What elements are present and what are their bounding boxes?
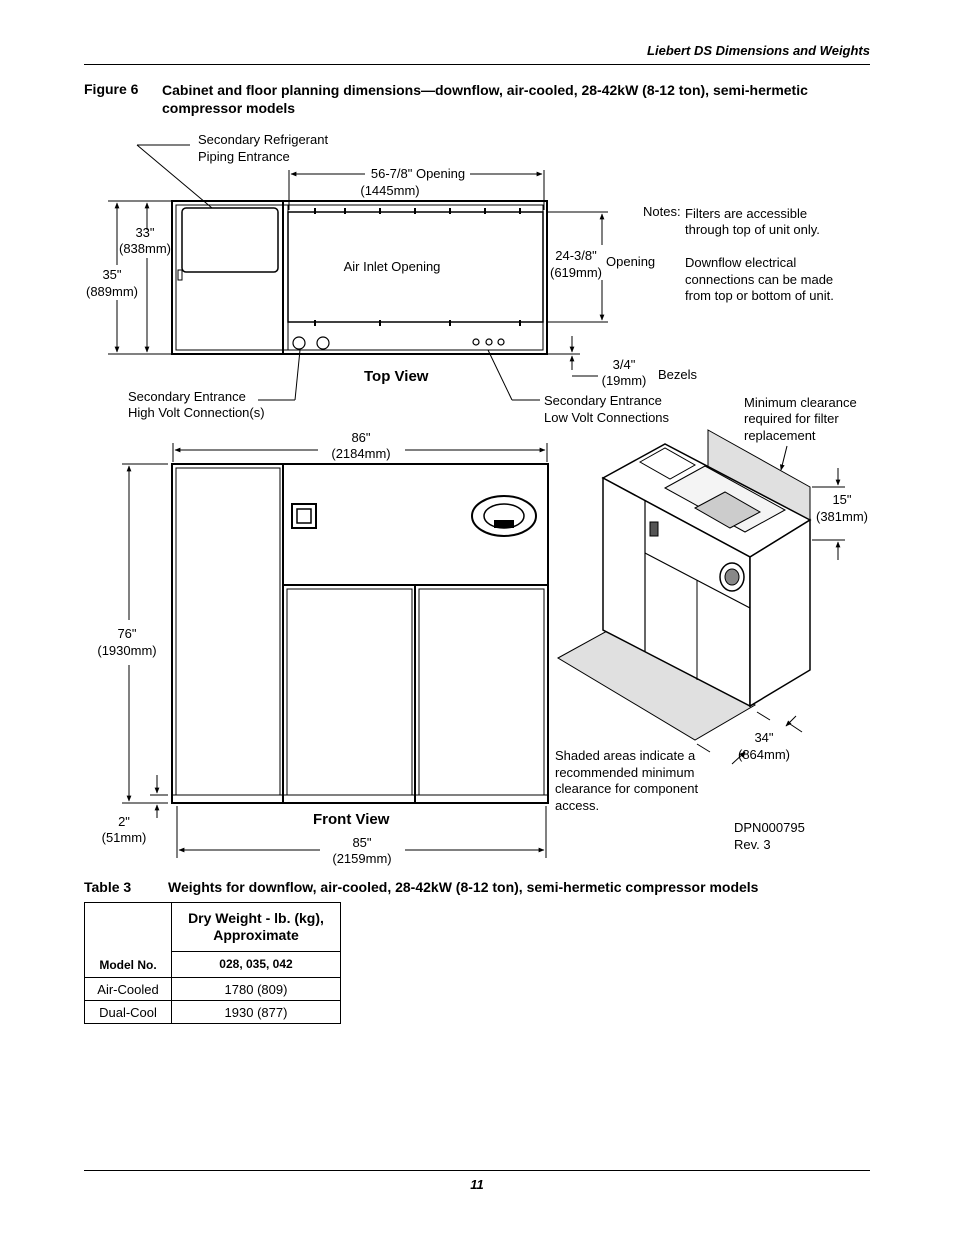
clearance-label-3: replacement (744, 428, 816, 443)
depth-35-mm: (889mm) (85, 284, 139, 299)
note-1-line-1: Filters are accessible (685, 206, 808, 221)
note-2-line-1: Downflow electrical (685, 255, 797, 270)
width-86-mm: (2184mm) (331, 446, 391, 461)
opening-depth-mm: (619mm) (549, 265, 603, 280)
header-weight-line-1: Dry Weight - lb. (kg), (188, 909, 324, 926)
opening-width-label: 56-7/8" Opening (370, 166, 466, 181)
secondary-refrigerant-label-2: Piping Entrance (198, 149, 290, 164)
note-2-line-3: from top or bottom of unit. (685, 288, 834, 303)
figure-label: Figure 6 (84, 81, 139, 97)
base-2-label: 2" (118, 814, 130, 829)
height-76-mm: (1930mm) (97, 643, 157, 658)
table-row (85, 978, 341, 1001)
clearance-label-1: Minimum clearance (744, 395, 857, 410)
top-view-title: Top View (364, 368, 429, 385)
front-view (172, 464, 548, 803)
shaded-note-line-3: clearance for component (555, 781, 699, 796)
footer-rule (84, 1170, 870, 1171)
opening-depth-label: 24-3/8" (555, 248, 597, 263)
shaded-note-line-1: Shaded areas indicate a (555, 748, 696, 763)
row-model-cell: Air-Cooled (85, 978, 172, 1001)
shaded-note-line-2: recommended minimum (555, 765, 695, 780)
width-86-label: 86" (351, 430, 371, 445)
depth-35-label: 35" (102, 267, 122, 282)
front-view-dimensions (122, 443, 547, 858)
width-85-mm: (2159mm) (332, 851, 392, 866)
depth-33-mm: (838mm) (118, 241, 172, 256)
base-2-mm: (51mm) (101, 830, 147, 845)
air-inlet-label: Air Inlet Opening (343, 259, 441, 274)
note-2-line-2: connections can be made (685, 272, 834, 287)
rev-label: Rev. 3 (734, 837, 771, 852)
low-volt-label-1: Secondary Entrance (544, 393, 662, 408)
dim-15-mm: (381mm) (815, 509, 869, 524)
bezel-dim-label: 3/4" (612, 357, 636, 372)
table-title: Weights for downflow, air-cooled, 28-42kW (8-12 ton), semi-hermetic compressor models (168, 879, 759, 895)
width-85-label: 85" (352, 835, 372, 850)
row-weight-cell: 1930 (877) (172, 1001, 341, 1024)
front-view-title: Front View (313, 811, 390, 828)
page-number: 11 (470, 1177, 484, 1192)
shaded-note-line-4: access. (555, 798, 600, 813)
note-1-line-2: through top of unit only. (685, 222, 820, 237)
high-volt-label-2: High Volt Connection(s) (128, 405, 265, 420)
row-model-cell: Dual-Cool (85, 1001, 172, 1024)
header-weight-line-2: Approximate (213, 926, 299, 943)
notes-label: Notes: (643, 204, 681, 219)
secondary-refrigerant-label-1: Secondary Refrigerant (198, 132, 329, 147)
low-volt-label-2: Low Volt Connections (544, 410, 670, 425)
row-weight-cell: 1780 (809) (172, 978, 341, 1001)
table-header-row (85, 903, 341, 952)
header-weight-cell (172, 903, 341, 952)
header-models-cell: 028, 035, 042 (172, 951, 341, 977)
dim-15-label: 15" (832, 492, 852, 507)
clearance-label-2: required for filter (744, 411, 839, 426)
header-model-label: Model No. (99, 958, 157, 972)
table-label: Table 3 (84, 879, 132, 895)
header-model-cell (85, 903, 172, 978)
top-view (172, 201, 547, 354)
opening-width-mm: (1445mm) (360, 183, 420, 198)
opening-word-label: Opening (606, 254, 656, 269)
height-76-label: 76" (117, 626, 137, 641)
dim-34-mm: (864mm) (737, 747, 791, 762)
bezel-dim-mm: (19mm) (601, 373, 647, 388)
running-header: Liebert DS Dimensions and Weights (647, 43, 870, 58)
table-row (85, 1001, 341, 1024)
figure-title: Cabinet and floor planning dimensions—downflow, air-cooled, 28-42kW (8-12 ton), semi-hermetic compressor models (162, 82, 808, 116)
high-volt-label-1: Secondary Entrance (128, 389, 246, 404)
bezels-label: Bezels (658, 367, 698, 382)
depth-33-label: 33" (135, 225, 155, 240)
dpn-label: DPN000795 (734, 820, 805, 835)
dim-34-label: 34" (754, 730, 774, 745)
iso-view (558, 430, 810, 740)
weights-table (84, 902, 341, 1024)
